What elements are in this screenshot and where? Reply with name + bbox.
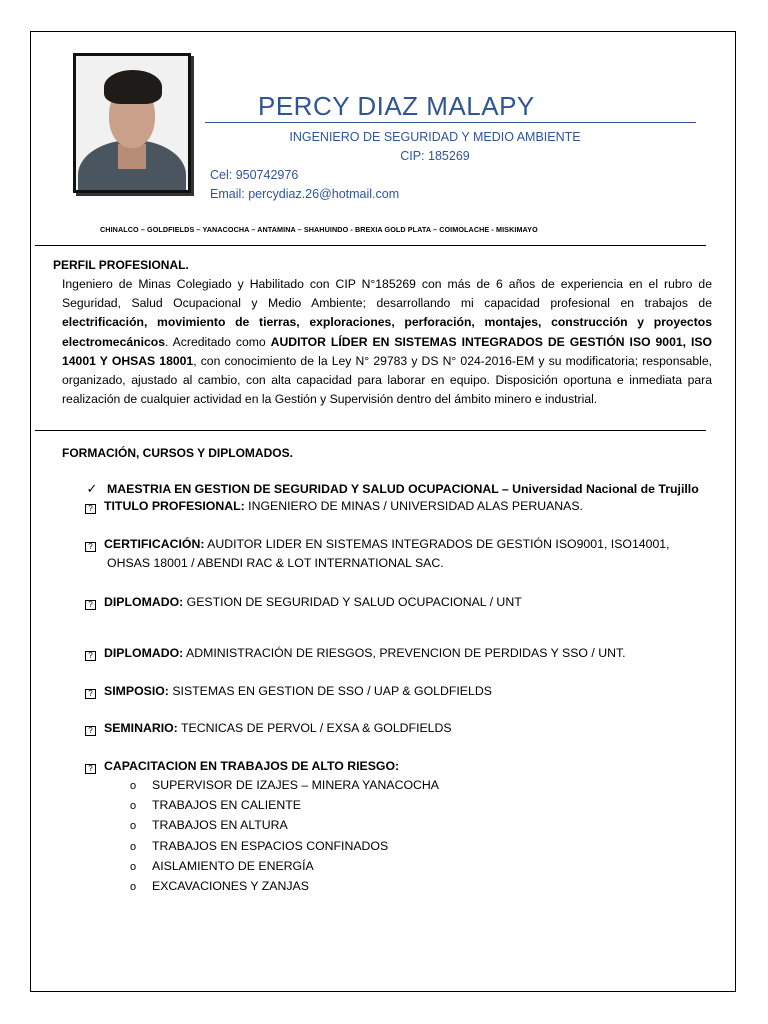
photo-hair [104,70,162,104]
bullet-icon: o [130,780,137,792]
cert-label: CERTIFICACIÓN: [104,537,205,551]
simposio-value: SISTEMAS EN GESTION DE SSO / UAP & GOLDFIELDS [168,684,492,698]
box-icon: ? [85,689,96,699]
companies-list: CHINALCO – GOLDFIELDS – YANACOCHA – ANTAMINA – SHAHUINDO - BREXIA GOLD PLATA – COIMOLACHE - MISKIMAYO [100,225,538,234]
person-name: PERCY DIAZ MALAPY [258,91,535,121]
bullet-icon: o [130,881,137,894]
capacitacion-list [130,776,439,897]
bullet-icon: o [130,860,137,873]
box-icon: ? [85,542,96,552]
formation-item-seminario [85,721,452,736]
job-title: INGENIERO DE SEGURIDAD Y MEDIO AMBIENTE [289,130,581,144]
bullet-icon: o [130,840,137,853]
formation-item-titulo [85,499,583,514]
box-icon: ? [85,504,96,514]
formation-item-diplomado-2 [85,646,626,661]
profile-text-2: . Acreditado como [164,334,271,349]
diplomado-1-label: DIPLOMADO: [104,595,184,609]
list-item [130,816,439,836]
profile-bold-2: AUDITOR LÍDER EN SISTEMAS INTEGRADOS DE GESTIÓN ISO 9001, ISO 14001 Y OHSAS 18001 [62,334,712,368]
box-icon: ? [85,600,96,610]
cert-value: AUDITOR LIDER EN SISTEMAS INTEGRADOS DE GESTIÓN ISO9001, ISO14001, [204,537,670,551]
list-item-text: TRABAJOS EN ALTURA [152,818,288,833]
check-icon: ✓ [86,481,98,496]
formation-item-capacitacion [85,759,399,774]
seminario-label: SEMINARIO: [104,721,178,735]
titulo-label: TITULO PROFESIONAL: [104,499,245,513]
phone-number: Cel: 950742976 [210,168,299,182]
profile-bold-1: electrificación, movimiento de tierras, exploraciones, perforación, montajes, construcción y proyectos electromecánicos [62,315,712,349]
list-item-text: EXCAVACIONES Y ZANJAS [152,879,309,894]
bullet-icon: o [130,800,137,813]
list-item-text: AISLAMIENTO DE ENERGÍA [152,858,314,873]
list-item [130,776,439,796]
divider-middle [35,430,706,431]
formation-item-simposio [85,684,492,699]
diplomado-2-value: ADMINISTRACIÓN DE RIESGOS, PREVENCION DE PERDIDAS Y SSO / UNT. [183,646,626,660]
profile-photo [73,53,191,193]
list-item [130,877,439,897]
divider-top [35,245,706,246]
formation-item-diplomado-1 [85,595,522,610]
capacitacion-label: CAPACITACION EN TRABAJOS DE ALTO RIESGO: [104,759,400,773]
simposio-label: SIMPOSIO: [104,684,169,698]
profile-heading: PERFIL PROFESIONAL. [53,258,189,272]
bullet-icon: o [130,820,137,833]
formation-heading: FORMACIÓN, CURSOS Y DIPLOMADOS. [62,446,293,460]
list-item [130,796,439,816]
cip-number: CIP: 185269 [400,149,470,163]
list-item [130,857,439,877]
formation-item-master [85,481,699,497]
profile-text-3: , con conocimiento de la Ley N° 29783 y DS N° 024-2016-EM y su modificatoria; responsable, organizado, ajustado al cambio, con alta capacidad para laborar en equipo. Disposición oportuna e inmediata para realización de cualquier actividad en la Gestión y Supervisión dentro del ámbito minero e industrial. [62,353,713,407]
name-underline [205,122,696,123]
box-icon: ? [85,726,96,736]
formation-item-cert [85,537,670,552]
box-icon: ? [85,764,96,774]
profile-paragraph [62,275,712,409]
list-item-text: TRABAJOS EN ESPACIOS CONFINADOS [152,838,389,853]
list-item [130,837,439,857]
box-icon: ? [85,651,96,661]
seminario-value: TECNICAS DE PERVOL / EXSA & GOLDFIELDS [177,721,452,735]
cert-value-line2: OHSAS 18001 / ABENDI RAC & LOT INTERNATIONAL SAC. [107,556,444,570]
diplomado-1-value: GESTION DE SEGURIDAD Y SALUD OCUPACIONAL / UNT [183,595,522,609]
master-text: MAESTRIA EN GESTION DE SEGURIDAD Y SALUD OCUPACIONAL – Universidad Nacional de Trujillo [107,482,699,496]
email-address[interactable]: Email: percydiaz.26@hotmail.com [210,187,400,201]
list-item-text: SUPERVISOR DE IZAJES – MINERA YANACOCHA [152,778,440,792]
titulo-value: INGENIERO DE MINAS / UNIVERSIDAD ALAS PERUANAS. [244,499,583,513]
list-item-text: TRABAJOS EN CALIENTE [152,798,301,813]
profile-text-1: Ingeniero de Minas Colegiado y Habilitado con CIP N°185269 con más de 6 años de experiencia en el rubro de Seguridad, Salud Ocupacional y Medio Ambiente; desarrollando mi capacidad profesional en trabajos de [62,277,712,311]
diplomado-2-label: DIPLOMADO: [104,646,184,660]
